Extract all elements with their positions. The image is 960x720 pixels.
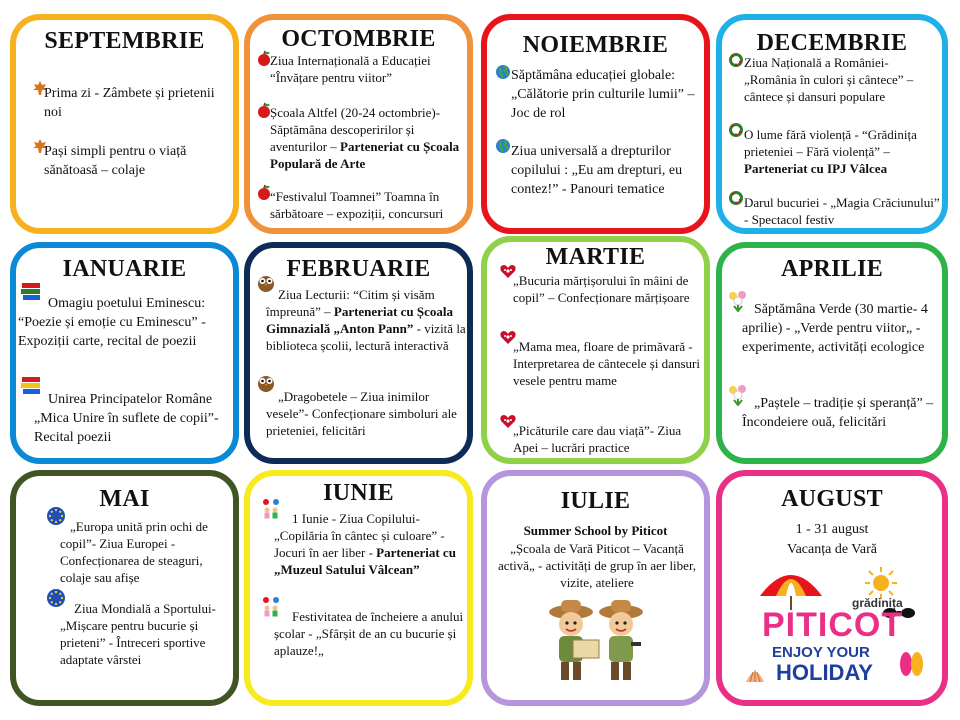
list-item: Ziua Lecturii: “Citim și visăm împreună” – Parteneriat cu Școala Gimnazială „Anton Pann” - vizită la biblioteca școlii, lectură interactivă [266, 287, 466, 353]
month-title: DECEMBRIE [756, 30, 908, 56]
list-item: „Paștele – tradiție și speranță” – Încondeiere ouă, felicitări [742, 396, 934, 430]
shell-icon [744, 666, 766, 684]
month-card-march [481, 236, 710, 464]
month-card-april [716, 242, 948, 464]
month-title: FEBRUARIE [286, 256, 431, 282]
month-card-january [10, 242, 239, 464]
beach-umbrella-icon [756, 560, 826, 610]
month-card-february [244, 242, 473, 464]
list-item: Festivitatea de încheiere a anului școlar - „Sfârșit de an cu bucurie și aplauze!„ [274, 609, 464, 658]
logo-main-text: PITICOT [762, 606, 904, 644]
list-item: „Dragobetele – Ziua inimilor vesele”- Confecționare simboluri ale prieteniei, felicitări [266, 389, 457, 438]
list-item: Omagiu poetului Eminescu: “Poezie și emoție cu Eminescu” - Expoziții carte, recital de poezii [18, 296, 206, 349]
list-item: „Școala de Vară Piticot – Vacanță activă„ - activități de grup în aer liber, vizite, ateliere [498, 541, 696, 590]
logo-sub-text-1: ENJOY YOUR [772, 644, 870, 661]
month-title: NOIEMBRIE [522, 32, 669, 58]
list-item: Prima zi - Zâmbete și prietenii noi [44, 86, 215, 120]
month-title: OCTOMBRIE [281, 26, 436, 52]
list-item: „Europa unită prin ochi de copil”- Ziua Europei - Confecționarea de steaguri, colaje sau afișe [60, 519, 208, 585]
list-item: „Mama mea, floare de primăvară -Interpretarea de cântecele și dansuri vesele pentru mame [513, 339, 700, 388]
month-card-december [716, 14, 948, 234]
explorer-kids-illustration [543, 594, 651, 690]
month-card-july [481, 470, 710, 706]
date-range: 1 - 31 august [795, 522, 869, 537]
month-card-october [244, 14, 473, 234]
list-item: Ziua Națională a României- „România în culori și cântece” – cântece și dansuri populare [744, 55, 914, 104]
sun-icon [864, 566, 898, 600]
list-item: Darul bucuriei - „Magia Crăciunului” - Spectacol festiv [744, 195, 940, 227]
list-item: „Bucuria mărțișorului în mâini de copil” – Confecționare mărțișoare [513, 273, 690, 305]
month-title: SEPTEMBRIE [44, 28, 205, 54]
month-title: IANUARIE [62, 256, 187, 282]
flip-flops-icon [898, 650, 924, 678]
month-title: IULIE [560, 488, 631, 514]
list-item: Unirea Principatelor Române „Mica Unire în suflete de copii”-Recital poezii [34, 392, 219, 445]
list-item: O lume fără violență - “Grădinița prieteniei – Fără violență” – Parteneriat cu IPJ Vâlcea [744, 127, 917, 176]
list-item: Ziua Mondială a Sportului- „Mișcare pentru bucurie și prieteni” - Întreceri sportive adaptate vârstei [60, 601, 216, 667]
summer-school-heading: Summer School by Piticot [523, 523, 668, 538]
globe-icon [495, 64, 511, 80]
month-title: MARTIE [545, 244, 646, 270]
list-item: Săptămâna Verde (30 martie- 4 aprilie) - „Verde pentru viitor„ - experimente, activități ecologice [742, 302, 928, 355]
list-item: Ziua universală a drepturilor copilului : „Eu am drepturi, eu contez!” - Panouri tematice [511, 144, 683, 197]
wreath-icon [728, 122, 744, 138]
month-card-september [10, 14, 239, 234]
wreath-icon [728, 190, 744, 206]
month-title: APRILIE [780, 256, 884, 282]
list-item: Pași simpli pentru o viață sănătoasă – colaje [44, 144, 187, 178]
month-card-may [10, 470, 239, 706]
list-item: Școala Altfel (20-24 octombrie)- Săptămâna descoperirilor și aventurilor – Parteneriat cu Școala Populară de Arte [270, 105, 460, 171]
month-title: AUGUST [781, 486, 883, 512]
logo-top-text: grădinița [852, 596, 903, 610]
list-item: 1 Iunie - Ziua Copilului- „Copilăria în cântec și culoare” - Jocuri în aer liber - Parteneriat cu „Muzeul Satului Vâlcean” [274, 511, 456, 577]
month-title: MAI [99, 486, 150, 512]
list-item: Ziua Internațională a Educației “Învățare pentru viitor” [270, 53, 431, 85]
month-card-november [481, 14, 710, 234]
list-item: Săptămâna educației globale: „Călătorie prin culturile lumii” – Joc de rol [511, 68, 695, 121]
wreath-icon [728, 52, 744, 68]
month-card-june [244, 470, 473, 706]
globe-icon [495, 138, 511, 154]
list-item: „Picăturile care dau viață”- Ziua Apei – lucrări practice [513, 423, 682, 455]
logo-sub-text-2: HOLIDAY [776, 660, 873, 685]
list-item: “Festivalul Toamnei” Toamna în sărbătoare – expoziții, concursuri [270, 189, 444, 221]
month-card-august [716, 470, 948, 706]
vacation-label: Vacanța de Vară [787, 542, 877, 557]
month-title: IUNIE [323, 480, 394, 506]
